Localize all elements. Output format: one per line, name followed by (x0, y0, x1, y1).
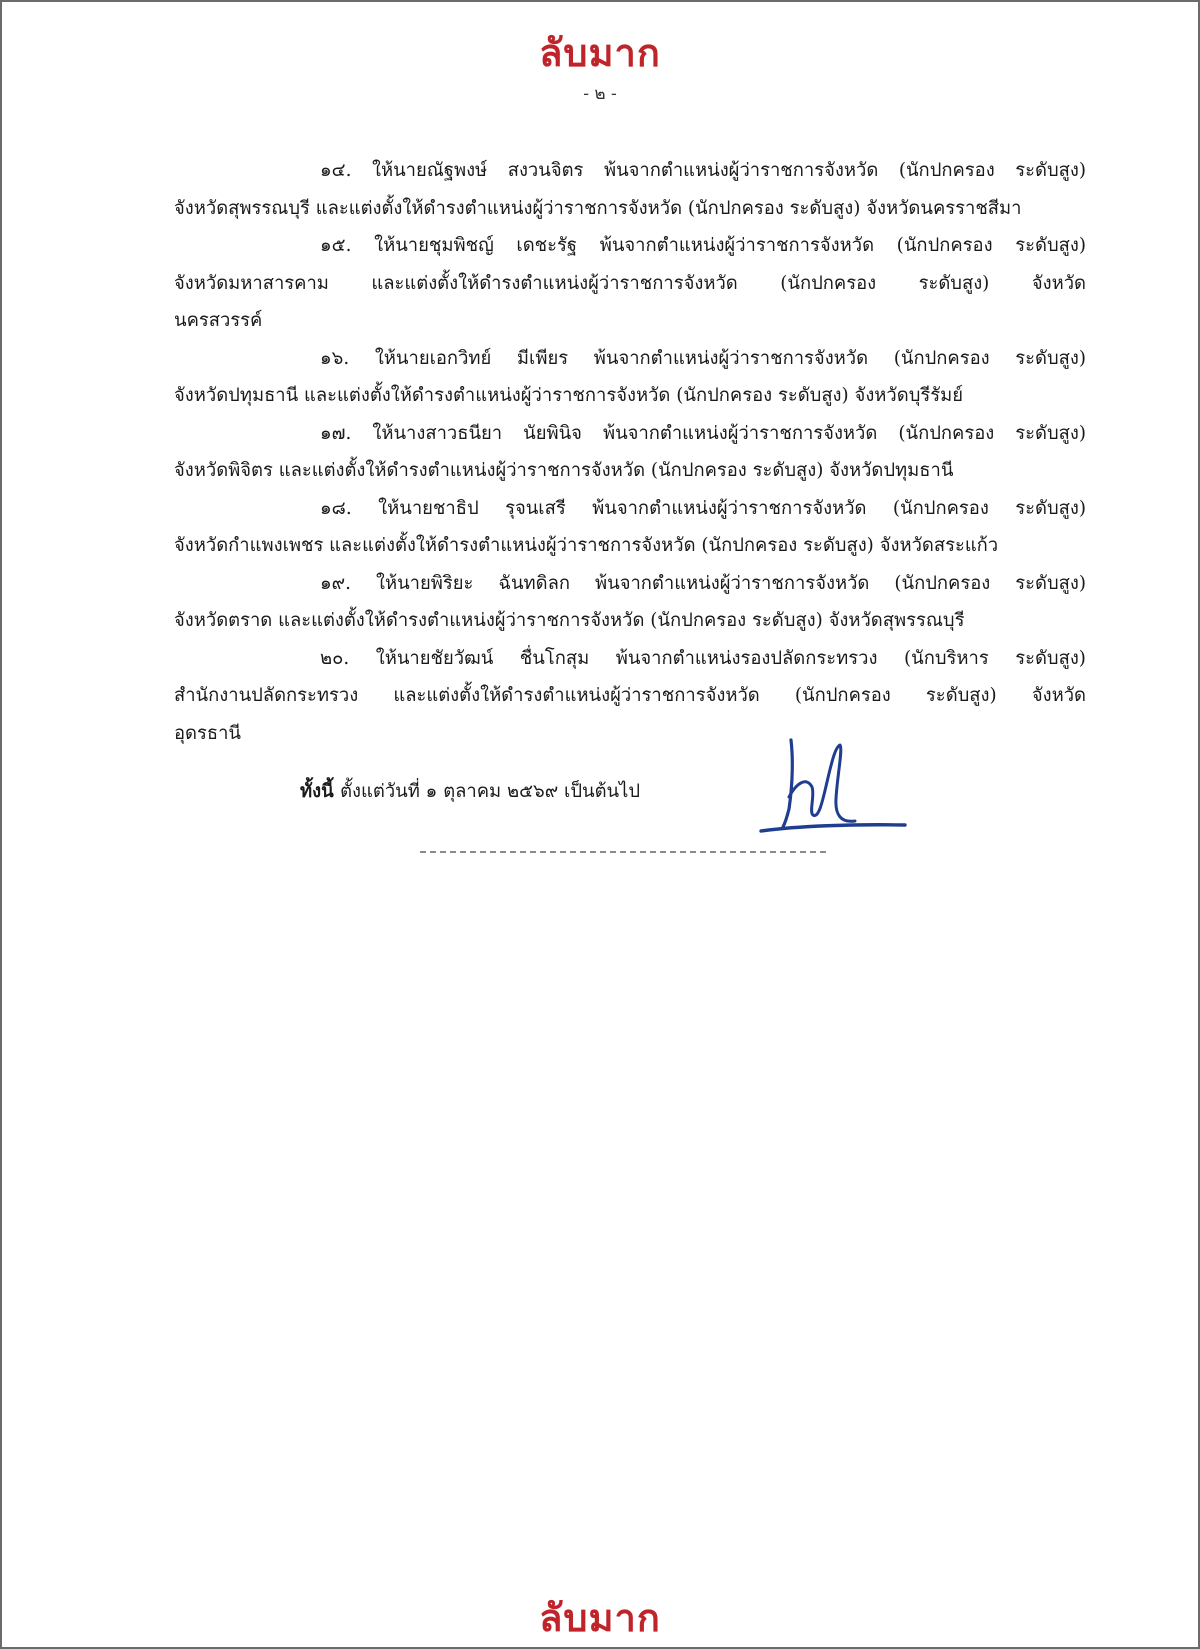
order-entry (174, 565, 1086, 640)
end-of-text-dashed-rule (420, 851, 826, 853)
order-entry-continuation-line: อุดรธานี (174, 722, 241, 744)
order-entry (174, 227, 1086, 340)
order-entry-continuation-line: จังหวัดปทุมธานี และแต่งตั้งให้ดำรงตำแหน่งผู้ว่าราชการจังหวัด (นักปกครอง ระดับสูง) จังหวัดบุรีรัมย์ (174, 385, 964, 406)
signature-mark (757, 737, 912, 837)
order-entry-first-line: ๑๘. ให้นายชาธิป รุจนเสรี พ้นจากตำแหน่งผู้ว่าราชการจังหวัด (นักปกครอง ระดับสูง) (320, 497, 1086, 519)
order-entry (174, 490, 1086, 565)
order-entry (174, 152, 1086, 227)
page-number: - ๒ - (583, 84, 617, 104)
order-entry-continuation-line: จังหวัดพิจิตร และแต่งตั้งให้ดำรงตำแหน่งผู้ว่าราชการจังหวัด (นักปกครอง ระดับสูง) จังหวัดปทุมธานี (174, 460, 954, 481)
order-entry-first-line: ๒๐. ให้นายชัยวัฒน์ ชื่นโกสุม พ้นจากตำแหน่งรองปลัดกระทรวง (นักบริหาร ระดับสูง) (320, 647, 1086, 669)
effective-date-text: ตั้งแต่วันที่ ๑ ตุลาคม ๒๕๖๙ เป็นต้นไป (340, 781, 641, 802)
order-entry-first-line: ๑๙. ให้นายพิริยะ ฉันทดิลก พ้นจากตำแหน่งผู้ว่าราชการจังหวัด (นักปกครอง ระดับสูง) (320, 572, 1086, 594)
order-entry-first-line: ๑๗. ให้นางสาวธนียา นัยพินิจ พ้นจากตำแหน่งผู้ว่าราชการจังหวัด (นักปกครอง ระดับสูง) (320, 422, 1086, 444)
order-entry-continuation-line: จังหวัดสุพรรณบุรี และแต่งตั้งให้ดำรงตำแหน่งผู้ว่าราชการจังหวัด (นักปกครอง ระดับสูง) จังหวัดนครราชสีมา (174, 197, 1022, 219)
order-entry-first-line: ๑๔. ให้นายณัฐพงษ์ สงวนจิตร พ้นจากตำแหน่งผู้ว่าราชการจังหวัด (นักปกครอง ระดับสูง) (320, 160, 1086, 181)
effective-prefix: ทั้งนี้ (300, 781, 334, 802)
order-entry (174, 640, 1086, 753)
order-entry-continuation-line: จังหวัดกำแพงเพชร และแต่งตั้งให้ดำรงตำแหน่งผู้ว่าราชการจังหวัด (นักปกครอง ระดับสูง) จังหวัดสระแก้ว (174, 535, 999, 556)
classification-header: ลับมาก (539, 31, 661, 75)
order-entry-continuation-line: จังหวัดตราด และแต่งตั้งให้ดำรงตำแหน่งผู้ว่าราชการจังหวัด (นักปกครอง ระดับสูง) จังหวัดสุพรรณบุรี (174, 610, 965, 631)
order-entry-continuation-line: จังหวัดมหาสารคาม และแต่งตั้งให้ดำรงตำแหน่งผู้ว่าราชการจังหวัด (นักปกครอง ระดับสูง) จังหวัด (174, 272, 1086, 294)
effective-date-line (300, 777, 640, 806)
classification-footer: ลับมาก (539, 1596, 661, 1640)
order-entry-first-line: ๑๖. ให้นายเอกวิทย์ มีเพียร พ้นจากตำแหน่งผู้ว่าราชการจังหวัด (นักปกครอง ระดับสูง) (320, 347, 1086, 369)
order-entry (174, 415, 1086, 490)
order-entry-continuation-line: สำนักงานปลัดกระทรวง และแต่งตั้งให้ดำรงตำแหน่งผู้ว่าราชการจังหวัด (นักปกครอง ระดับสูง) จังหวัด (174, 685, 1086, 706)
order-entry-first-line: ๑๕. ให้นายชุมพิชญ์ เดชะรัฐ พ้นจากตำแหน่งผู้ว่าราชการจังหวัด (นักปกครอง ระดับสูง) (320, 235, 1086, 256)
order-entry (174, 340, 1086, 415)
order-body (174, 152, 1086, 752)
order-entry-continuation-line: นครสวรรค์ (174, 310, 263, 331)
